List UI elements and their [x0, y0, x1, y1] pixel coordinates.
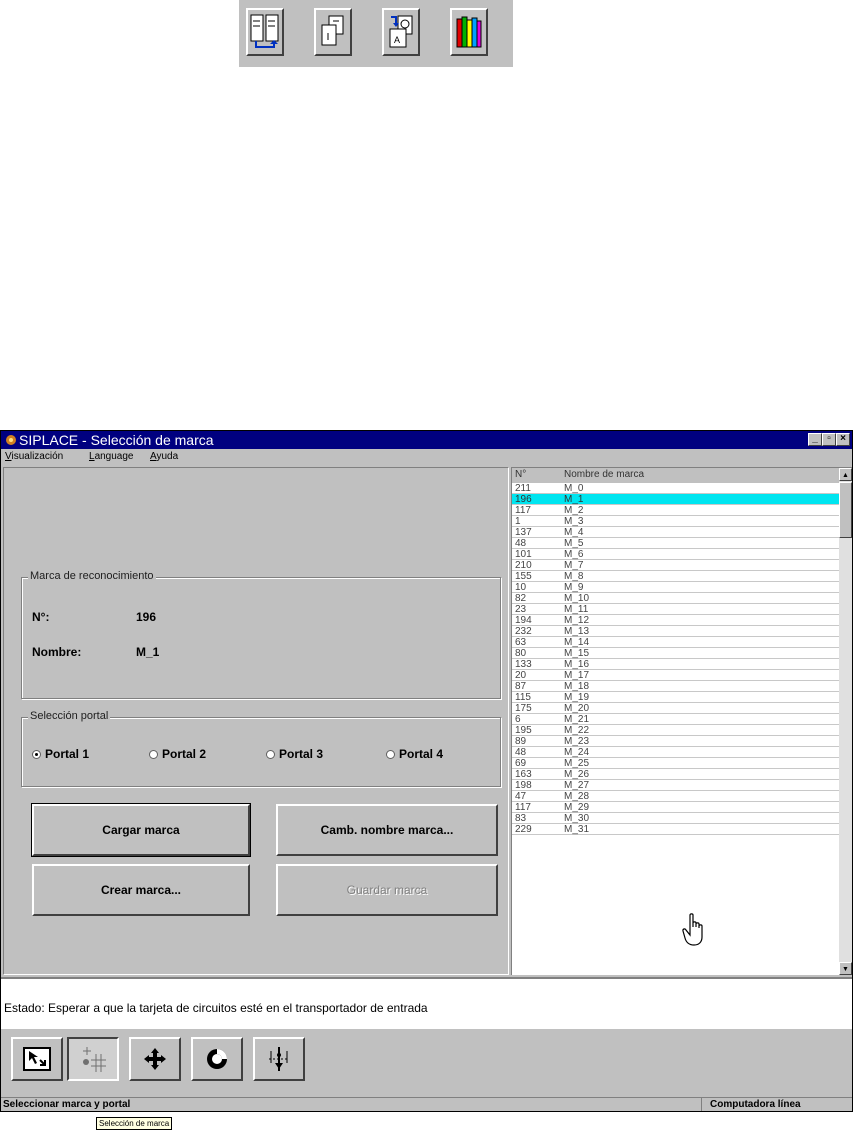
hand-cursor-icon [682, 913, 706, 947]
row-number: 82 [515, 593, 527, 604]
list-row[interactable] [512, 791, 839, 802]
statusbar-left-text: Seleccionar marca y portal [3, 1099, 131, 1110]
header-name[interactable]: Nombre de marca [564, 469, 645, 480]
list-row[interactable] [512, 538, 839, 549]
row-number: 198 [515, 780, 532, 791]
pointer-select-button[interactable] [11, 1037, 63, 1081]
document-swap-button[interactable] [314, 8, 352, 56]
move-cross-icon [142, 1046, 168, 1072]
menu-ayuda[interactable]: Ayuda [150, 451, 179, 462]
svg-text:A: A [394, 35, 401, 45]
row-number: 175 [515, 703, 532, 714]
row-mark-name: M_21 [564, 714, 590, 725]
row-number: 87 [515, 681, 527, 692]
tooltip: Selección de marca [96, 1117, 172, 1130]
list-row[interactable] [512, 582, 839, 593]
row-number: 80 [515, 648, 527, 659]
list-row[interactable] [512, 725, 839, 736]
app-window [0, 430, 853, 1128]
list-row[interactable] [512, 780, 839, 791]
list-row[interactable] [512, 824, 839, 835]
list-rows [512, 483, 839, 975]
list-scrollbar[interactable] [839, 468, 852, 975]
mark-selection-icon [78, 1044, 108, 1074]
row-number: 133 [515, 659, 532, 670]
portal-4-label: Portal 4 [399, 747, 444, 761]
portal-2-label: Portal 2 [162, 747, 207, 761]
row-mark-name: M_27 [564, 780, 590, 791]
list-row[interactable] [512, 736, 839, 747]
layout-transfer-icon [250, 13, 280, 51]
align-crosshair-button[interactable] [253, 1037, 305, 1081]
row-mark-name: M_19 [564, 692, 590, 703]
row-number: 194 [515, 615, 532, 626]
row-mark-name: M_31 [564, 824, 590, 835]
list-row[interactable] [512, 571, 839, 582]
portal-4-radio[interactable] [386, 747, 443, 761]
mark-details-panel [3, 467, 509, 975]
row-number: 195 [515, 725, 532, 736]
list-row[interactable] [512, 593, 839, 604]
rename-mark-button[interactable]: Camb. nombre marca... [276, 804, 498, 856]
row-mark-name: M_11 [564, 604, 589, 615]
menu-language[interactable]: Language [89, 451, 134, 462]
portal-1-label: Portal 1 [45, 747, 90, 761]
row-mark-name: M_15 [564, 648, 590, 659]
list-row[interactable] [512, 516, 839, 527]
radio-indicator[interactable] [32, 750, 41, 759]
move-cross-button[interactable] [129, 1037, 181, 1081]
close-button[interactable]: × [836, 433, 850, 446]
list-row[interactable] [512, 703, 839, 714]
list-row[interactable] [512, 692, 839, 703]
row-number: 117 [515, 802, 531, 813]
rotate-dial-button[interactable] [191, 1037, 243, 1081]
list-row[interactable] [512, 494, 839, 505]
top-icon-toolbar [239, 0, 513, 67]
row-number: 20 [515, 670, 527, 681]
statusbar-right-pane [701, 1098, 850, 1111]
row-mark-name: M_6 [564, 549, 584, 560]
list-row[interactable] [512, 648, 839, 659]
window-title: SIPLACE - Selección de marca [19, 432, 214, 448]
row-mark-name: M_10 [564, 593, 590, 604]
statusbar-right-text: Computadora línea [710, 1099, 801, 1110]
minimize-button[interactable]: _ [808, 433, 822, 446]
save-mark-button: Guardar marca [276, 864, 498, 916]
row-number: 10 [515, 582, 527, 593]
name-value: M_1 [136, 645, 160, 659]
list-row[interactable] [512, 560, 839, 571]
list-row[interactable] [512, 802, 839, 813]
row-mark-name: M_25 [564, 758, 590, 769]
row-number: 229 [515, 824, 532, 835]
row-mark-name: M_3 [564, 516, 584, 527]
radio-indicator[interactable] [149, 750, 158, 759]
load-mark-button[interactable]: Cargar marca [32, 804, 250, 856]
list-row[interactable] [512, 527, 839, 538]
row-mark-name: M_28 [564, 791, 590, 802]
list-row[interactable] [512, 670, 839, 681]
document-swap-icon [318, 13, 348, 51]
row-mark-name: M_26 [564, 769, 590, 780]
row-number: 117 [515, 505, 531, 516]
row-mark-name: M_13 [564, 626, 590, 637]
menu-visualizacion[interactable]: Visualización [5, 451, 64, 462]
row-number: 6 [515, 714, 521, 725]
number-value: 196 [136, 610, 157, 624]
maximize-button[interactable]: ▫ [822, 433, 836, 446]
menu-bar [1, 449, 852, 465]
list-row[interactable] [512, 681, 839, 692]
number-label: N°: [32, 610, 50, 624]
bottom-toolbar [1, 1029, 852, 1097]
radio-indicator[interactable] [266, 750, 275, 759]
row-number: 48 [515, 747, 527, 758]
portal-3-label: Portal 3 [279, 747, 324, 761]
row-number: 210 [515, 560, 532, 571]
status-bar [1, 1097, 852, 1111]
row-mark-name: M_23 [564, 736, 590, 747]
row-mark-name: M_30 [564, 813, 590, 824]
title-bar [1, 431, 852, 449]
list-header [512, 468, 839, 483]
row-mark-name: M_1 [564, 494, 584, 505]
row-number: 232 [515, 626, 532, 637]
row-mark-name: M_5 [564, 538, 584, 549]
portal-group-legend: Selección portal [30, 710, 109, 722]
row-mark-name: M_2 [564, 505, 584, 516]
books-button[interactable] [450, 8, 488, 56]
list-row[interactable] [512, 659, 839, 670]
mark-group [21, 570, 501, 699]
app-icon [4, 433, 18, 447]
list-row[interactable] [512, 483, 839, 494]
document-search-button[interactable] [382, 8, 420, 56]
row-mark-name: M_16 [564, 659, 590, 670]
row-number: 196 [515, 494, 532, 505]
row-number: 83 [515, 813, 527, 824]
rotate-dial-icon [204, 1046, 230, 1072]
scroll-down-arrow-icon[interactable]: ▼ [839, 962, 852, 975]
row-number: 137 [515, 527, 532, 538]
row-mark-name: M_8 [564, 571, 584, 582]
row-number: 63 [515, 637, 527, 648]
portal-3-radio[interactable] [266, 747, 323, 761]
list-row[interactable] [512, 505, 839, 516]
mark-group-legend: Marca de reconocimiento [30, 570, 154, 582]
row-mark-name: M_17 [564, 670, 590, 681]
list-row[interactable] [512, 769, 839, 780]
row-number: 211 [515, 483, 531, 494]
status-text: Estado: Esperar a que la tarjeta de circuitos esté en el transportador de entrada [4, 1001, 428, 1015]
row-mark-name: M_12 [564, 615, 590, 626]
portal-1-radio[interactable] [32, 747, 89, 761]
mark-list[interactable] [511, 467, 852, 975]
row-mark-name: M_7 [564, 560, 584, 571]
row-mark-name: M_24 [564, 747, 590, 758]
books-icon [454, 13, 484, 51]
row-mark-name: M_22 [564, 725, 590, 736]
scroll-thumb[interactable] [839, 482, 852, 538]
document-search-icon [386, 13, 416, 51]
create-mark-button[interactable]: Crear marca... [32, 864, 250, 916]
row-mark-name: M_9 [564, 582, 584, 593]
mark-selection-button[interactable] [67, 1037, 119, 1081]
row-mark-name: M_0 [564, 483, 584, 494]
row-mark-name: M_18 [564, 681, 590, 692]
row-mark-name: M_14 [564, 637, 590, 648]
list-row[interactable] [512, 626, 839, 637]
name-label: Nombre: [32, 645, 82, 659]
row-number: 1 [515, 516, 521, 527]
radio-indicator[interactable] [386, 750, 395, 759]
portal-2-radio[interactable] [149, 747, 206, 761]
list-row[interactable] [512, 813, 839, 824]
list-row[interactable] [512, 758, 839, 769]
row-number: 48 [515, 538, 527, 549]
list-row[interactable] [512, 615, 839, 626]
list-row[interactable] [512, 637, 839, 648]
row-number: 115 [515, 692, 531, 703]
portal-group [21, 710, 501, 787]
row-number: 163 [515, 769, 532, 780]
layout-transfer-button[interactable] [246, 8, 284, 56]
row-number: 101 [515, 549, 532, 560]
status-area [1, 977, 852, 1029]
row-mark-name: M_4 [564, 527, 584, 538]
row-mark-name: M_20 [564, 703, 590, 714]
list-row[interactable] [512, 549, 839, 560]
row-number: 89 [515, 736, 527, 747]
row-number: 47 [515, 791, 527, 802]
list-row[interactable] [512, 714, 839, 725]
row-mark-name: M_29 [564, 802, 590, 813]
row-number: 155 [515, 571, 532, 582]
pointer-select-icon [22, 1046, 52, 1072]
header-number[interactable]: N° [515, 469, 527, 480]
align-crosshair-icon [265, 1045, 293, 1073]
list-row[interactable] [512, 747, 839, 758]
row-number: 23 [515, 604, 527, 615]
row-number: 69 [515, 758, 527, 769]
list-row[interactable] [512, 604, 839, 615]
scroll-up-arrow-icon[interactable]: ▲ [839, 468, 852, 481]
